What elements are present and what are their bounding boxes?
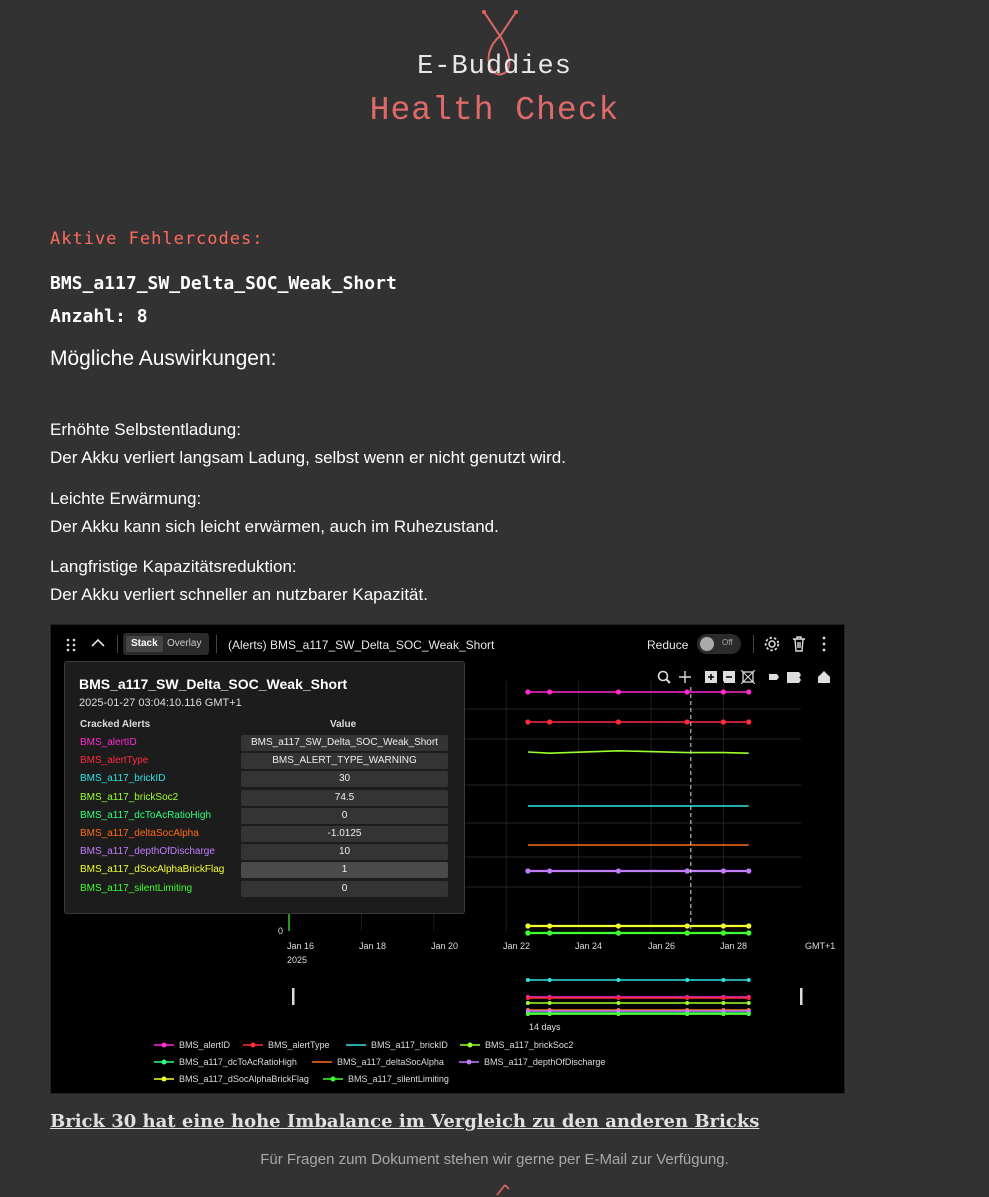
- rangeslider-point: [548, 1001, 552, 1005]
- tooltip-row: [80, 881, 450, 897]
- tooltip-title: BMS_a117_SW_Delta_SOC_Weak_Short: [79, 676, 348, 692]
- tooltip-field-name: BMS_a117_silentLimiting: [80, 882, 193, 894]
- data-point: [616, 689, 621, 694]
- data-point: [721, 868, 726, 873]
- impact-title: Erhöhte Selbstentladung:: [50, 420, 241, 439]
- data-point: [616, 923, 621, 928]
- tooltip-row: [80, 753, 450, 769]
- impact-text: Der Akku verliert schneller an nutzbarer Kapazität.: [50, 585, 428, 604]
- tooltip-field-value: 1: [241, 862, 448, 878]
- rangeslider-point: [526, 996, 530, 1000]
- impact-item: [50, 485, 499, 541]
- rangeslider-point: [526, 978, 530, 982]
- x-year: 2025: [287, 955, 308, 965]
- timezone-label: GMT+1: [805, 941, 836, 951]
- data-point: [547, 930, 552, 935]
- rangeslider-point: [526, 1001, 530, 1005]
- data-point: [685, 868, 690, 873]
- data-point: [525, 868, 530, 873]
- legend-swatch: [154, 1040, 174, 1050]
- rangeslider-point: [548, 996, 552, 1000]
- data-point: [616, 930, 621, 935]
- legend-swatch: [154, 1057, 174, 1067]
- data-point: [721, 930, 726, 935]
- tooltip-field-name: BMS_alertID: [80, 737, 137, 748]
- impact-item: [50, 553, 428, 609]
- data-point: [746, 689, 751, 694]
- data-point: [525, 719, 530, 724]
- x-tick: Jan 18: [359, 941, 387, 951]
- data-point: [721, 689, 726, 694]
- rangeslider-point: [721, 1012, 725, 1016]
- impact-text: Der Akku kann sich leicht erwärmen, auch im Ruhezustand.: [50, 517, 499, 536]
- data-point: [685, 930, 690, 935]
- legend-label: BMS_a117_brickID: [371, 1040, 448, 1050]
- series-line: [528, 751, 749, 753]
- legend-label: BMS_a117_deltaSocAlpha: [337, 1057, 444, 1067]
- data-point: [547, 923, 552, 928]
- tooltip-row: [80, 826, 450, 842]
- tooltip-field-value: 30: [241, 771, 448, 787]
- legend-swatch: [459, 1057, 479, 1067]
- tooltip-field-value: 74.5: [241, 790, 448, 806]
- error-code: BMS_a117_SW_Delta_SOC_Weak_Short: [50, 273, 397, 294]
- data-point: [746, 923, 751, 928]
- data-point: [525, 930, 530, 935]
- x-tick: Jan 20: [431, 941, 459, 951]
- overlay-button[interactable]: Overlay: [167, 638, 202, 649]
- rangeslider-point: [526, 1012, 530, 1016]
- x-tick: Jan 24: [575, 941, 603, 951]
- data-point: [746, 719, 751, 724]
- zero-tick: 0: [278, 926, 284, 936]
- legend-label: BMS_a117_depthOfDischarge: [484, 1057, 606, 1067]
- brand-name: E-Buddies: [417, 52, 572, 82]
- tooltip-row: [80, 808, 450, 824]
- brand-logo: [0, 8, 989, 82]
- tooltip-timestamp: 2025-01-27 03:04:10.116 GMT+1: [79, 697, 242, 709]
- legend-label: BMS_a117_dSocAlphaBrickFlag: [179, 1074, 309, 1084]
- error-count: Anzahl: 8: [50, 306, 148, 327]
- range-label: 14 days: [529, 1022, 561, 1032]
- rangeslider-point: [685, 996, 689, 1000]
- tooltip-field-value: BMS_a117_SW_Delta_SOC_Weak_Short: [241, 735, 448, 751]
- data-point: [616, 719, 621, 724]
- data-point: [685, 689, 690, 694]
- tooltip-field-value: BMS_ALERT_TYPE_WARNING: [241, 753, 448, 769]
- x-tick: Jan 16: [287, 941, 315, 951]
- data-point: [525, 689, 530, 694]
- rangeslider-point: [616, 978, 620, 982]
- rangeslider-point: [747, 978, 751, 982]
- rangeslider-point: [548, 978, 552, 982]
- tooltip-row: [80, 862, 450, 878]
- tooltip-field-name: BMS_a117_dSocAlphaBrickFlag: [80, 864, 225, 876]
- rangeslider-handle-left: [292, 988, 295, 1005]
- footer-logo-icon: [495, 1183, 515, 1197]
- tooltip-col-name: Cracked Alerts: [80, 719, 151, 730]
- rangeslider-point: [721, 996, 725, 1000]
- legend-swatch: [346, 1040, 366, 1050]
- legend-label: BMS_a117_silentLimiting: [348, 1074, 449, 1084]
- legend-label: BMS_alertID: [179, 1040, 231, 1050]
- rangeslider-point: [548, 1012, 552, 1016]
- legend-swatch: [323, 1074, 343, 1084]
- tooltip-field-name: BMS_a117_dcToAcRatioHigh: [80, 809, 212, 821]
- x-tick: Jan 22: [503, 941, 531, 951]
- legend-swatch: [243, 1040, 263, 1050]
- toggle-state: Off: [722, 638, 733, 647]
- data-point: [721, 719, 726, 724]
- data-point: [616, 868, 621, 873]
- footer-text: Für Fragen zum Dokument stehen wir gerne per E-Mail zur Verfügung.: [260, 1151, 729, 1168]
- tooltip-row: [80, 844, 450, 860]
- tooltip-field-name: BMS_a117_brickSoc2: [80, 791, 179, 803]
- legend-swatch: [312, 1057, 332, 1067]
- tooltip-row: [80, 771, 450, 787]
- rangeslider-handle-right: [800, 988, 803, 1005]
- x-tick: Jan 26: [648, 941, 676, 951]
- chart-panel: [50, 624, 845, 1094]
- active-error-codes-label: Aktive Fehlercodes:: [50, 229, 264, 249]
- tooltip-field-name: BMS_a117_depthOfDischarge: [80, 846, 215, 858]
- legend-label: BMS_a117_dcToAcRatioHigh: [179, 1057, 297, 1067]
- impacts-heading: Mögliche Auswirkungen:: [50, 347, 277, 370]
- rangeslider-point: [616, 1012, 620, 1016]
- tooltip-field-name: BMS_alertType: [80, 755, 149, 767]
- rangeslider-point: [747, 1012, 751, 1016]
- hover-tooltip: [64, 661, 465, 914]
- reduce-label: Reduce: [647, 638, 689, 652]
- impact-item: [50, 416, 566, 472]
- rangeslider-point: [616, 1001, 620, 1005]
- tooltip-field-value: 0: [241, 808, 448, 824]
- impact-text: Der Akku verliert langsam Ladung, selbst wenn er nicht genutzt wird.: [50, 448, 566, 467]
- x-tick: Jan 28: [720, 941, 748, 951]
- legend-swatch: [460, 1040, 480, 1050]
- tooltip-field-name: BMS_a117_brickID: [80, 773, 166, 785]
- tooltip-row: [80, 790, 450, 806]
- legend-label: BMS_a117_brickSoc2: [485, 1040, 574, 1050]
- tooltip-row: [80, 735, 450, 751]
- rangeslider-point: [721, 1001, 725, 1005]
- panel-title: (Alerts) BMS_a117_SW_Delta_SOC_Weak_Short: [228, 638, 495, 652]
- brick-imbalance-link[interactable]: Brick 30 hat eine hohe Imbalance im Vergleich zu den anderen Bricks: [50, 1111, 760, 1132]
- tooltip-field-value: 10: [241, 844, 448, 860]
- data-point: [721, 923, 726, 928]
- impact-title: Langfristige Kapazitätsreduktion:: [50, 557, 297, 576]
- data-point: [547, 719, 552, 724]
- data-point: [685, 719, 690, 724]
- data-point: [685, 923, 690, 928]
- data-point: [746, 930, 751, 935]
- tooltip-field-value: 0: [241, 881, 448, 897]
- rangeslider-point: [747, 996, 751, 1000]
- legend-swatch: [154, 1074, 174, 1084]
- rangeslider-point: [685, 1001, 689, 1005]
- rangeslider-point: [616, 996, 620, 1000]
- legend-label: BMS_alertType: [268, 1040, 330, 1050]
- data-point: [525, 923, 530, 928]
- data-point: [547, 689, 552, 694]
- rangeslider-point: [685, 978, 689, 982]
- data-point: [547, 868, 552, 873]
- tooltip-field-value: -1.0125: [241, 826, 448, 842]
- page-title: Health Check: [369, 92, 620, 129]
- data-point: [746, 868, 751, 873]
- impact-title: Leichte Erwärmung:: [50, 489, 202, 508]
- tooltip-field-name: BMS_a117_deltaSocAlpha: [80, 828, 199, 839]
- rangeslider-point: [747, 1001, 751, 1005]
- rangeslider-point: [685, 1012, 689, 1016]
- stack-button[interactable]: Stack: [126, 636, 163, 652]
- tooltip-col-value: Value: [330, 719, 357, 730]
- rangeslider-point: [721, 978, 725, 982]
